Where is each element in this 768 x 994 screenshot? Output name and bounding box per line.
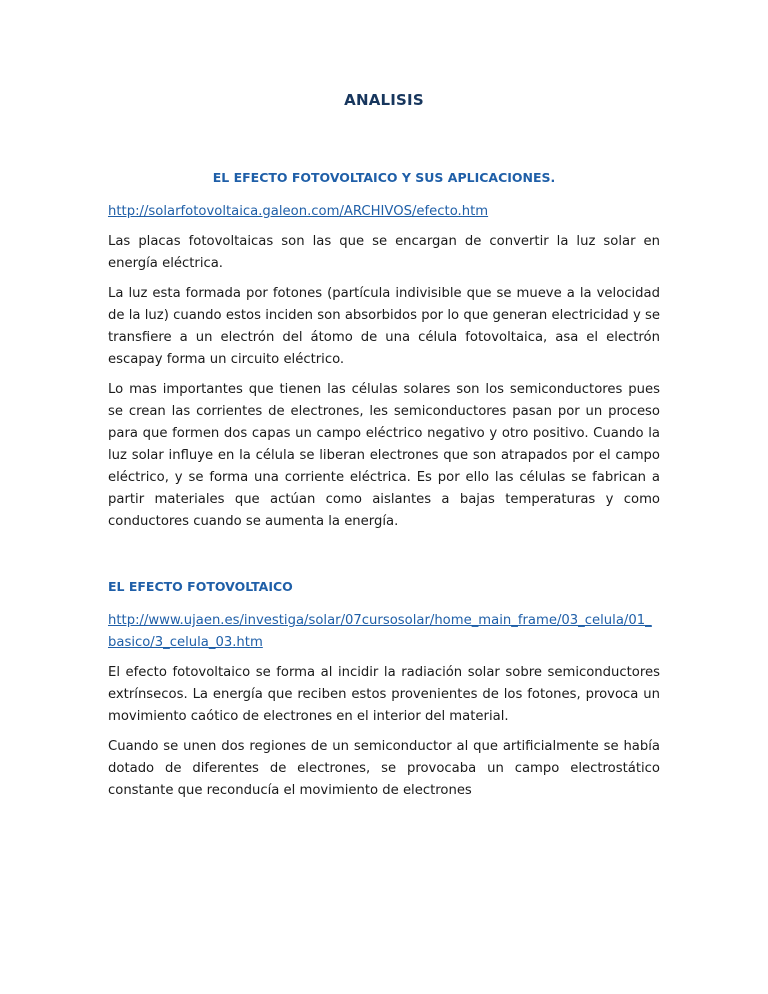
paragraph-4: El efecto fotovoltaico se forma al incidir la radiación solar sobre semiconductores extrínsecos. La energía que reciben estos provenientes de los fotones, provoca un movimiento caótico de electrones en el interior del material.	[108, 665, 660, 724]
section-spacer	[108, 541, 660, 577]
reference-link-1[interactable]: http://solarfotovoltaica.galeon.com/ARCHIVOS/efecto.htm	[108, 204, 489, 219]
document-body	[108, 168, 660, 810]
section-heading: EL EFECTO FOTOVOLTAICO	[108, 579, 293, 594]
section-subtitle: EL EFECTO FOTOVOLTAICO Y SUS APLICACIONES.	[212, 170, 556, 185]
paragraph-2: La luz esta formada por fotones (partícula indivisible que se mueve a la velocidad de la luz) cuando estos inciden son absorbidos por lo que generan electricidad y se transfiere a un electrón del átomo de una célula fotovoltaica, asa el electrón escapay forma un circuito eléctrico.	[108, 286, 660, 367]
paragraph-1: Las placas fotovoltaicas son las que se encargan de convertir la luz solar en energía eléctrica.	[108, 234, 660, 271]
paragraph-3: Lo mas importantes que tienen las células solares son los semiconductores pues se crean las corrientes de electrones, les semiconductores pasan por un proceso para que formen dos capas un campo eléctrico negativo y otro positivo. Cuando la luz solar influye en la célula se liberan electrones que son atrapados por el campo eléctrico, y se forma una corriente eléctrica. Es por ello las células se fabrican a partir materiales que actúan como aislantes a bajas temperaturas y como conductores cuando se aumenta la energía.	[108, 382, 660, 529]
reference-link-2[interactable]: http://www.ujaen.es/investiga/solar/07cursosolar/home_main_frame/03_celula/01_basico/3_celula_03.htm	[108, 613, 652, 650]
page-title: ANALISIS	[344, 91, 424, 109]
paragraph-5: Cuando se unen dos regiones de un semiconductor al que artificialmente se había dotado de diferentes de electrones, se provocaba un campo electrostático constante que reconducía el movimiento de electrones	[108, 739, 660, 798]
